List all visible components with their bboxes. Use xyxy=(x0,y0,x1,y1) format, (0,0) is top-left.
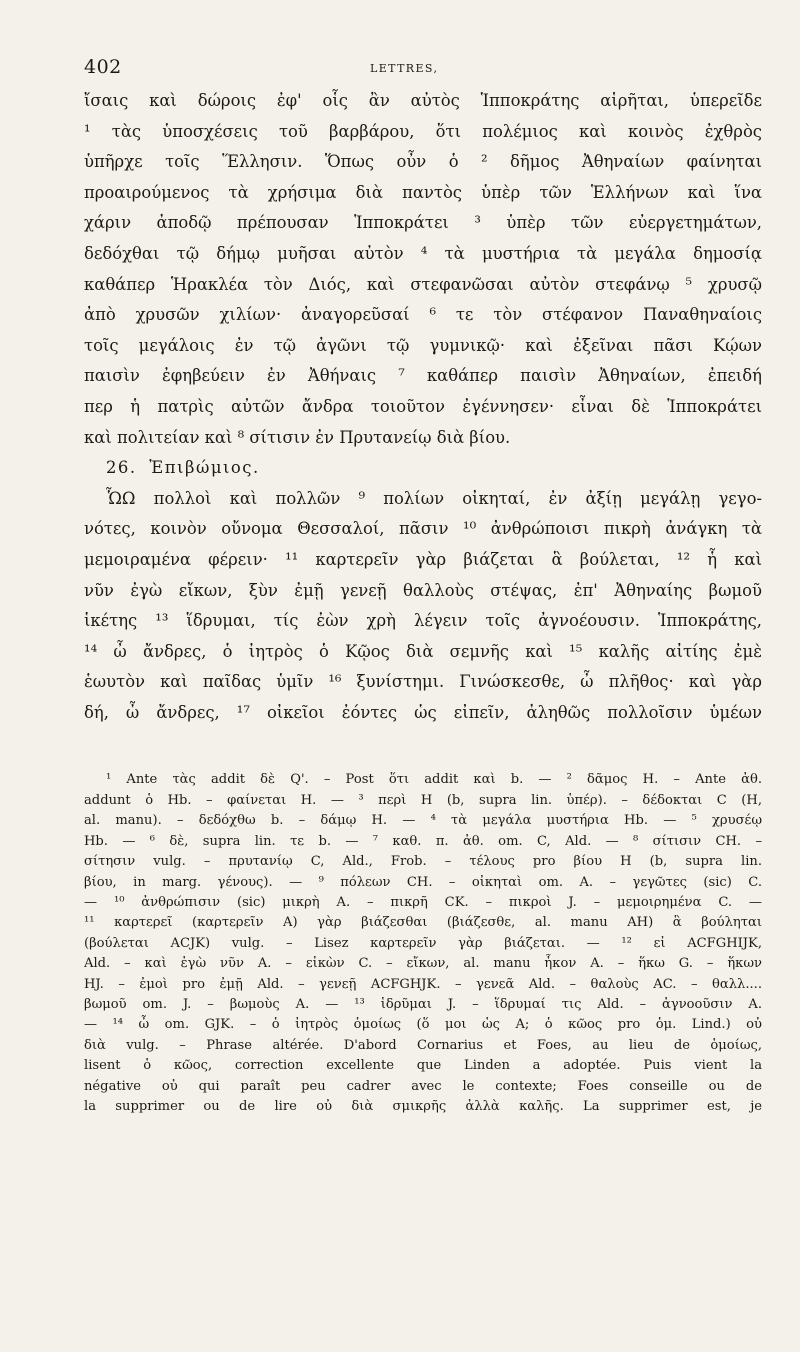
section-heading xyxy=(84,453,762,484)
text-line: παισὶν ἐφηβεύειν ἐν Ἀθήναις ⁷ καθάπερ παισὶν Ἀθηναίων, ἐπειδή xyxy=(84,366,762,386)
text-line: καθάπερ Ἡρακλέα τὸν Διός, καὶ στεφανῶσαι αὐτὸν στεφάνῳ ⁵ χρυσῷ xyxy=(84,274,762,294)
text-line: ὯΩ πολλοὶ καὶ πολλῶν ⁹ πολίων οἰκηταί, ἐν ἀξίῃ μεγάλῃ γεγο- xyxy=(106,488,762,508)
section-title: Ἐπιβώμιος. xyxy=(149,458,260,478)
text-line: μεμοιραμένα φέρειν· ¹¹ καρτερεῖν γὰρ βιάζεται ἃ βούλεται, ¹² ἧ καὶ xyxy=(84,549,762,569)
text-line: ἀπὸ χρυσῶν χιλίων· ἀναγορεῦσαί ⁶ τε τὸν στέφανον Παναθηναίοις xyxy=(84,305,762,325)
footnote-line: ¹¹ καρτερεῖ (καρτερεῖν A) γὰρ βιάζεσθαι (βιάζεσθε, al. manu AH) ἃ βούληται xyxy=(84,915,762,931)
text-line: τοῖς μεγάλοις ἐν τῷ ἀγῶνι τῷ γυμνικῷ· καὶ ἐξεῖναι πᾶσι Κῴων xyxy=(84,335,762,355)
footnote-line: — ¹⁰ ἀνθρώπισιν (sic) μικρὴ A. – πικρῆ CK. – πικροὶ J. – μεμοιρημένα C. — xyxy=(84,894,762,910)
footnote-line: — ¹⁴ ὦ om. GJK. – ὁ ἰητρὸς ὁμοίως (ὅ μοι ὡς A; ὁ κῶος pro ὁμ. Lind.) οὐ xyxy=(84,1017,762,1033)
page-number: 402 xyxy=(84,56,122,78)
text-line: δή, ὦ ἄνδρες, ¹⁷ οἰκεῖοι ἐόντες ὡς εἰπεῖν, ἀληθῶς πολλοῖσιν ὑμέων xyxy=(84,702,762,722)
footnote-line: βωμοῦ om. J. – βωμοὺς A. — ¹³ ἱδρῦμαι J. – ἵδρυμαί τις Ald. – ἀγνοοῦσιν A. xyxy=(84,996,762,1012)
text-line: ἴσαις καὶ δώροις ἐφ' οἷς ἂν αὐτὸς Ἱπποκράτης αἱρῆται, ὑπερεῖδε xyxy=(84,91,762,110)
footnote-line: al. manu). – δεδόχθω b. – δάμῳ H. — ⁴ τὰ μεγάλα μυστήρια Hb. — ⁵ χρυσέῳ xyxy=(84,813,762,829)
text-line: νότες, κοινὸν οὔνομα Θεσσαλοί, πᾶσιν ¹⁰ ἀνθρώποισι πικρὴ ἀνάγκη τὰ xyxy=(84,519,762,539)
text-line: δεδόχθαι τῷ δήμῳ μυῆσαι αὐτὸν ⁴ τὰ μυστήρια τὰ μεγάλα δημοσίᾳ xyxy=(84,243,762,263)
footnote-line: Hb. — ⁶ δὲ, supra lin. τε b. — ⁷ καθ. π. ἀθ. om. C, Ald. — ⁸ σίτισιν CH. – xyxy=(84,833,762,849)
footnote-line: addunt ὁ Hb. – φαίνεται H. — ³ περὶ H (b, supra lin. ὑπέρ). – δέδοκται C (H, xyxy=(84,792,762,808)
footnotes xyxy=(84,770,762,1117)
footnote-line: Ald. – καὶ ἐγὼ νῦν A. – εἰκὼν C. – εἴκων, al. manu ἧκον A. – ἥκω G. – ἥκων xyxy=(84,956,762,972)
text-line: ὑπῆρχε τοῖς Ἕλλησιν. Ὅπως οὖν ὁ ² δῆμος Ἀθηναίων φαίνηται xyxy=(84,152,762,172)
footnote-line: négative οὐ qui paraît peu cadrer avec le contexte; Foes conseille ou de xyxy=(84,1078,762,1094)
text-line: νῦν ἐγὼ εἴκων, ξὺν ἐμῇ γενεῇ θαλλοὺς στέψας, ἐπ' Ἀθηναίης βωμοῦ xyxy=(84,580,762,600)
text-line: ἑωυτὸν καὶ παῖδας ὑμῖν ¹⁶ ξυνίστημι. Γινώσκεσθε, ὦ πλῆθος· καὶ γὰρ xyxy=(84,672,762,692)
footnote-line: διὰ vulg. – Phrase altérée. D'abord Cornarius et Foes, au lieu de ὁμοίως, xyxy=(84,1037,762,1053)
text-line: περ ἡ πατρὶς αὐτῶν ἄνδρα τοιοῦτον ἐγέννησεν· εἶναι δὲ Ἱπποκράτει xyxy=(84,396,762,416)
text-line: προαιρούμενος τὰ χρήσιμα διὰ παντὸς ὑπὲρ τῶν Ἑλλήνων καὶ ἵνα xyxy=(84,182,762,202)
main-text xyxy=(84,86,762,728)
footnote-line: la supprimer ou de lire οὐ διὰ σμικρῆς ἀλλὰ καλῆς. La supprimer est, je xyxy=(84,1098,762,1114)
footnote-line: lisent ὁ κῶος, correction excellente que Linden a adoptée. Puis vient la xyxy=(84,1058,762,1074)
footnote-line: (βούλεται ACJK) vulg. – Lisez καρτερεῖν γὰρ βιάζεται. — ¹² εἰ ACFGHIJK, xyxy=(84,935,762,951)
footnote-line: βίου, in marg. γένους). — ⁹ πόλεων CH. – οἰκηταὶ om. A. – γεγῶτες (sic) C. xyxy=(84,874,762,890)
text-line: ¹ τὰς ὑποσχέσεις τοῦ βαρβάρου, ὅτι πολέμιος καὶ κοινὸς ἐχθρὸς xyxy=(84,121,762,141)
running-head: LETTRES, xyxy=(370,62,439,75)
section-number: 26. xyxy=(106,458,137,478)
footnote-line: ¹ Ante τὰς addit δὲ Q'. – Post ὅτι addit καὶ b. — ² δᾶμος H. – Ante ἀθ. xyxy=(106,772,762,788)
footnote-line: σίτησιν vulg. – πρυτανίῳ C, Ald., Frob. – τέλους pro βίου H (b, supra lin. xyxy=(84,854,762,870)
text-line: ¹⁴ ὦ ἄνδρες, ὁ ἰητρὸς ὁ Κῷος διὰ σεμνῆς καὶ ¹⁵ καλῆς αἰτίης ἐμὲ xyxy=(84,641,762,661)
text-line: ἱκέτης ¹³ ἵδρυμαι, τίς ἐὼν χρὴ λέγειν τοῖς ἀγνοέουσιν. Ἱπποκράτης, xyxy=(84,611,762,631)
page-header xyxy=(84,52,762,86)
text-line: χάριν ἀποδῷ πρέπουσαν Ἱπποκράτει ³ ὑπὲρ τῶν εὐεργετημάτων, xyxy=(84,213,762,233)
text-line: καὶ πολιτείαν καὶ ⁸ σίτισιν ἐν Πρυτανείῳ διὰ βίου. xyxy=(84,427,511,447)
footnote-line: HJ. – ἐμοὶ pro ἐμῇ Ald. – γενεῇ ACFGHJK. – γενεᾶ Ald. – θαλοὺς AC. – θαλλ.... xyxy=(84,976,762,992)
